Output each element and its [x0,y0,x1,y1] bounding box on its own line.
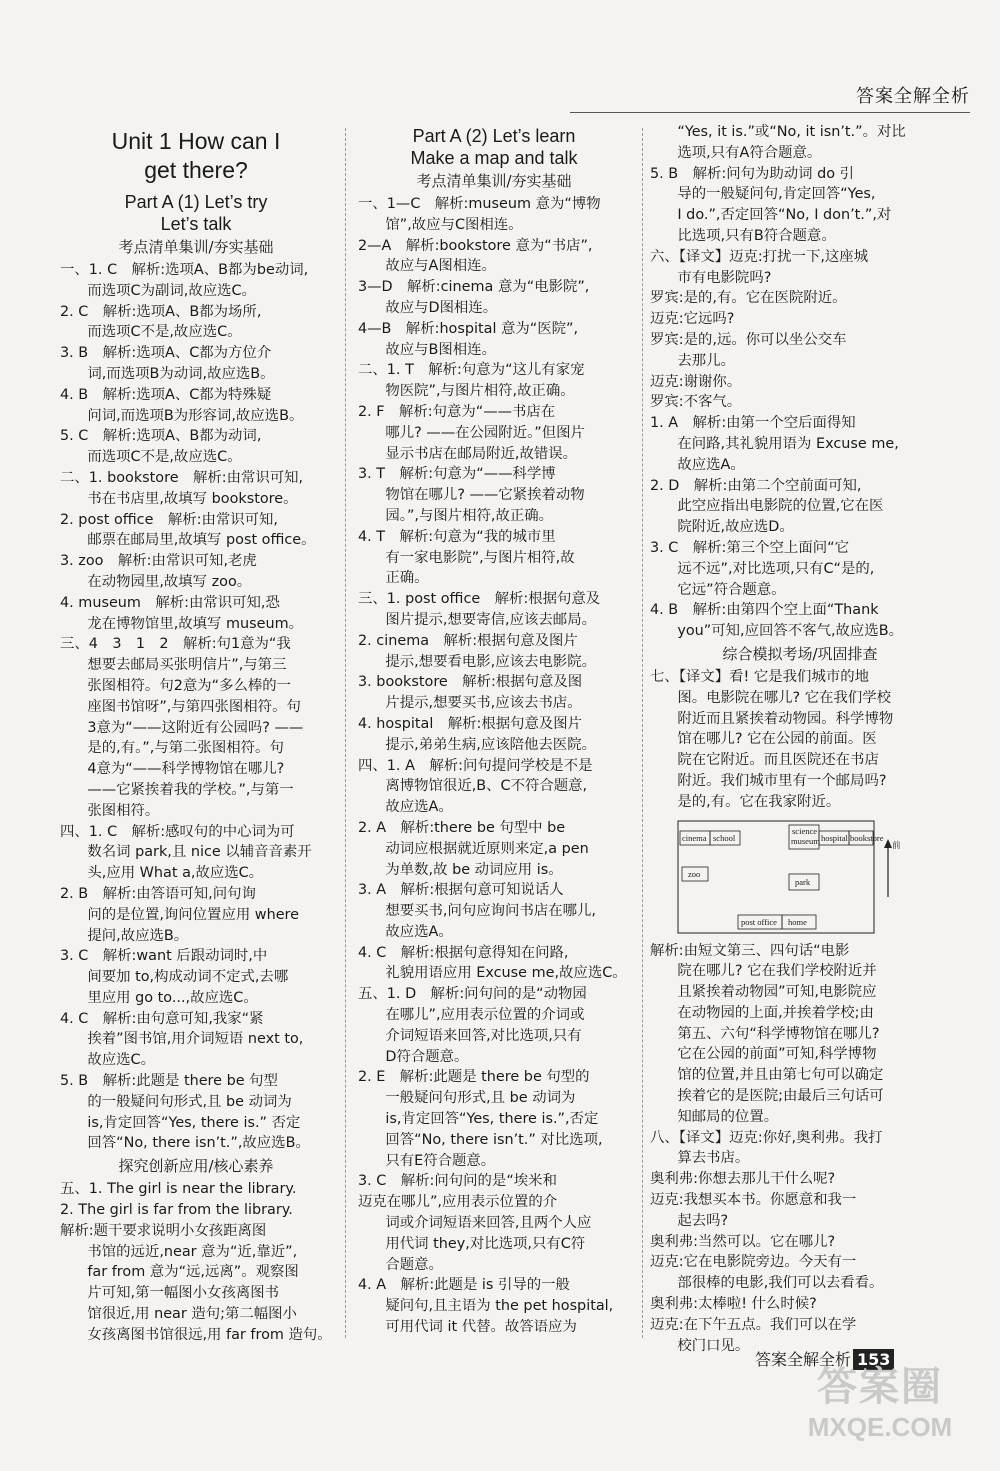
answer-line: is,肯定回答“Yes, there is.”,否定 [385,1111,599,1128]
answer-line: 市有电影院吗? [677,269,772,286]
answer-line: far from 意为“远,远离”。观察图 [87,1264,299,1281]
answer-line: 迈克:在下午五点。我们可以在学 [650,1316,857,1333]
answer-line: 而选项C不是,故应选C。 [87,449,242,466]
part-subtitle: Let’s talk [160,214,232,234]
answer-line: 故应与A图相连。 [385,258,496,275]
answer-line: 合题意。 [385,1256,443,1273]
answer-line: 物医院”,与图片相符,故正确。 [385,383,575,400]
answer-line: 院附近,故应选D。 [677,519,794,536]
answer-list [358,194,630,1338]
answer-line: 远不远”,对比选项,只有C“是的, [677,560,875,577]
answer-line: 哪儿? ——在公园附近。”但图片 [385,424,585,441]
map-label-home: home [788,916,807,927]
answer-line: 故应与B图相连。 [385,341,496,358]
section-heading: 考点清单集训/夯实基础 [118,238,274,256]
answer-line: 知邮局的位置。 [677,1108,779,1125]
answer-line: 片可知,第一幅图小女孩离图书 [87,1285,280,1302]
answer-line: 2—A 解析:bookstore 意为“书店”, [358,237,593,254]
answer-line: 介词短语来回答,对比选项,只有 [385,1027,582,1044]
map-label-zoo: zoo [688,868,701,879]
answer-line: 3. zoo 解析:由常识可知,老虎 [60,553,257,570]
answer-line: 院在哪儿? 它在我们学校附近并 [677,963,877,980]
answer-line: 4. B 解析:选项A、C都为特殊疑 [60,386,272,403]
answer-line: 第五、六句“科学博物馆在哪儿? [677,1025,880,1042]
answer-line: 4. C 解析:由句意可知,我家“紧 [60,1010,264,1027]
answer-line: 的一般疑问句形式,且 be 动词为 [87,1093,292,1110]
map-label-science: science [792,825,818,836]
answer-line: 迈克在哪儿”,应用表示位置的介 [358,1194,558,1211]
answer-line: 提示,想要看电影,应该去电影院。 [385,653,596,670]
answer-line: 2. cinema 解析:根据句意及图片 [358,632,578,649]
answer-line: 间要加 to,构成动词不定式,去哪 [87,969,289,986]
section-heading: 考点清单集训/夯实基础 [416,172,572,190]
answer-line: 3—D 解析:cinema 意为“电影院”, [358,279,590,296]
answer-line: 比选项,只有B符合题意。 [677,227,836,244]
answer-line: 附近而且紧挨着动物园。科学博物 [677,710,894,727]
answer-line: 导的一般疑问句,肯定回答“Yes, [677,186,876,203]
answer-line: 礼貌用语应用 Excuse me,故应选C。 [385,965,627,982]
answer-line: 园。”,与图片相符,故正确。 [385,507,554,524]
answer-list [60,1179,332,1345]
answer-line: 4. A 解析:此题是 is 引导的一般 [358,1277,570,1294]
answer-line: 4. C 解析:根据句意得知在问路, [358,944,569,961]
answer-line: 2. F 解析:句意为“——书店在 [358,403,556,420]
answer-line: 八、【译文】迈克:你好,奥利弗。我打 [650,1129,883,1146]
map-label-post-office: post office [741,916,777,927]
answer-line: 疑问句,且主语为 the pet hospital, [385,1298,614,1315]
answer-line: 起去吗? [677,1212,729,1229]
watermark-url: MXQE.COM [807,1412,953,1442]
unit-title: Unit 1 How can I get there? [111,128,281,183]
part-subtitle: Make a map and talk [410,148,578,168]
column-1 [60,125,332,1346]
answer-line: 解析:题干要求说明小女孩距离图 [60,1222,267,1239]
answer-line: 片提示,想要买书,应该去书店。 [385,695,582,712]
answer-line: 为单数,故 be 动词应用 is。 [385,861,563,878]
answer-line: 书在书店里,故填写 bookstore。 [87,490,298,507]
section-heading: 探究创新应用/核心素养 [118,1157,274,1176]
answer-line: “Yes, it is.”或“No, it isn’t.”。对比 [677,124,906,140]
map-label-north: 前 [892,839,901,850]
answer-line: 5. B 解析:此题是 there be 句型 [60,1073,278,1090]
answer-line: 馆的位置,并且由第七句可以确定 [677,1067,884,1084]
answer-line: 故应选C。 [87,1052,155,1069]
answer-line: 回答“No, there isn’t.” 对比选项, [385,1131,603,1148]
answer-list [650,667,950,813]
answer-line: 此空应指出电影院的位置,它在医 [677,498,884,515]
answer-line: 在动物园的上面,并挨着学校;由 [677,1004,874,1021]
answer-line: 3. C 解析:want 后跟动词时,中 [60,948,268,965]
answer-line: 在动物园里,故填写 zoo。 [87,573,252,590]
answer-line: 馆”,故应与C图相连。 [385,216,523,233]
answer-line: 是的,有。”,与第二张图相符。句 [87,740,284,757]
answer-line: 四、1. A 解析:问句提问学校是不是 [358,757,593,774]
answer-line: 2. C 解析:选项A、B都为场所, [60,303,262,320]
answer-line: 提问,故应选B。 [87,927,189,944]
answer-line: 且紧挨着动物园”可知,电影院应 [677,984,877,1001]
answer-line: 迈克:我想买本书。你愿意和我一 [650,1192,857,1209]
answer-line: 一、1—C 解析:museum 意为“博物 [358,196,601,212]
answer-line: 3意为“——这附近有公园吗? —— [87,719,304,736]
part-title: Part A (1) Let’s try [124,192,268,212]
answer-line: 五、1. The girl is near the library. [60,1181,297,1198]
answer-line: 有一家电影院”,与图片相符,故 [385,549,575,566]
footer-label: 答案全解全析 [755,1350,852,1369]
answer-list [650,122,950,642]
page-header [570,82,970,113]
answer-line: 一般疑问句形式,且 be 动词为 [385,1090,576,1107]
answer-line: 图。电影院在哪儿? 它在我们学校 [677,689,892,706]
answer-line: 六、【译文】迈克:打扰一下,这座城 [650,248,869,265]
answer-line: 显示书店在邮局附近,故错误。 [385,445,578,462]
answer-line: 四、1. C 解析:感叹句的中心词为可 [60,823,295,840]
answer-line: 挨着”图书馆,用介词短语 next to, [87,1031,304,1048]
page-number: 153 [853,1349,894,1370]
answer-line: you”可知,应回答不客气,故应选B。 [677,623,903,640]
answer-line: 可用代词 it 代替。故答语应为 [385,1319,577,1336]
column-3 [650,122,950,1356]
answer-list [650,941,950,1357]
answer-line: 2. E 解析:此题是 there be 句型的 [358,1069,590,1086]
answer-line: 词或介词短语来回答,且两个人应 [385,1215,592,1232]
answer-line: 4. museum 解析:由常识可知,恐 [60,594,280,611]
answer-line: 罗宾:不客气。 [650,394,742,411]
answer-list [60,260,332,1154]
answer-line: 4—B 解析:hospital 意为“医院”, [358,320,579,337]
answer-line: 离博物馆很近,B、C不符合题意, [385,778,588,795]
answer-line: 算去书店。 [677,1150,750,1167]
answer-line: 3. bookstore 解析:根据句意及图 [358,674,583,691]
answer-line: 4. T 解析:句意为“我的城市里 [358,528,556,545]
answer-line: 动词应根据就近原则来定,a pen [385,840,589,857]
answer-line: 4. hospital 解析:根据句意及图片 [358,715,583,732]
answer-line: 二、1. T 解析:句意为“这儿有家宠 [358,362,585,379]
map-label-bookstore: bookstore [850,832,884,843]
map-label-park: park [795,876,811,887]
answer-line: 它远”符合题意。 [677,581,786,598]
answer-line: 3. C 解析:第三个空上面问“它 [650,539,849,556]
answer-line: 词,而选项B为动词,故应选B。 [87,365,275,382]
answer-line: 4意为“——科学博物馆在哪儿? [87,761,285,778]
answer-line: is,肯定回答“Yes, there is.” 否定 [87,1114,301,1131]
answer-line: 是的,有。它在我家附近。 [677,793,841,810]
answer-line: 解析:由短文第三、四句话“电影 [650,942,850,959]
answer-line: 2. post office 解析:由常识可知, [60,511,278,528]
answer-line: 二、1. bookstore 解析:由常识可知, [60,469,304,486]
answer-line: 三、4 3 1 2 解析:句1意为“我 [60,636,291,653]
answer-line: 三、1. post office 解析:根据句意及 [358,591,601,608]
answer-line: 而选项C为副词,故应选C。 [87,282,256,299]
answer-line: 迈克:它在电影院旁边。今天有一 [650,1254,857,1271]
answer-line: 在问路,其礼貌用语为 Excuse me, [677,435,899,452]
answer-line: 挨着它的是医院;由最后三句话可 [677,1088,884,1105]
answer-line: 校门口见。 [677,1337,750,1354]
answer-line: 只有E符合题意。 [385,1152,496,1169]
section-heading: 综合模拟考场/巩固排查 [722,644,878,663]
answer-line: 故应选A。 [385,923,453,940]
answer-line: 故应选A。 [677,456,745,473]
answer-line: 用代词 they,对比选项,只有C符 [385,1235,586,1252]
answer-line: 七、【译文】看! 它是我们城市的地 [650,668,870,685]
map-label-cinema: cinema [682,832,707,843]
answer-line: 座图书馆呀”,与第四张图相符。句 [87,698,301,715]
answer-line: 故应与D图相连。 [385,299,498,316]
answer-line: 1. A 解析:由第一个空后面得知 [650,415,856,432]
answer-line: 2. The girl is far from the library. [60,1202,293,1219]
answer-line: 5. C 解析:选项A、B都为动词, [60,428,262,445]
answer-line: 2. A 解析:there be 句型中 be [358,819,566,836]
answer-line: 3. T 解析:句意为“——科学博 [358,466,556,483]
answer-line: 罗宾:是的,有。它在医院附近。 [650,290,847,307]
answer-line: ——它紧挨着我的学校。”,与第一 [87,781,294,798]
answer-line: 而选项C不是,故应选C。 [87,324,242,341]
answer-line: 数名词 park,且 nice 以辅音音素开 [87,844,312,861]
answer-line: 头,应用 What a,故应选C。 [87,865,264,882]
map-label-hospital: hospital [821,832,848,843]
part-title: Part A (2) Let’s learn [412,126,576,146]
answer-line: 罗宾:是的,远。你可以坐公交车 [650,331,847,348]
column-divider [642,128,643,1338]
answer-line: 5. B 解析:问句为助动词 do 引 [650,165,855,182]
answer-line: 里应用 go to...,故应选C。 [87,989,258,1006]
answer-line: 龙在博物馆里,故填写 museum。 [87,615,304,632]
answer-line: 在哪儿”,应用表示位置的介词或 [385,1007,585,1024]
answer-line: 奥利弗:太棒啦! 什么时候? [650,1296,817,1313]
answer-line: 2. B 解析:由答语可知,问句询 [60,885,256,902]
answer-line: 3. C 解析:问句问的是“埃米和 [358,1173,557,1190]
watermark-title: 答案圈 [817,1364,943,1410]
answer-line: 迈克:谢谢你。 [650,373,742,390]
answer-line: 张图相符。句2意为“多么棒的一 [87,677,292,694]
answer-line: 它在公园的前面”可知,科学博物 [677,1046,877,1063]
answer-line: 院在它附近。而且医院还在书店 [677,752,879,769]
answer-line: 图片提示,想要寄信,应该去邮局。 [385,611,596,628]
answer-line: 馆在哪儿? 它在公园的前面。医 [677,731,877,748]
answer-line: 3. B 解析:选项A、C都为方位介 [60,345,272,362]
header-label: 答案全解全析 [856,86,970,107]
answer-line: 迈克:它远吗? [650,311,735,328]
map-label-school: school [713,832,736,843]
answer-line: 问的是位置,询问位置应用 where [87,906,300,923]
answer-line: 张图相符。 [87,802,160,819]
answer-line: 问词,而选项B为形容词,故应选B。 [87,407,304,424]
answer-line: 部很棒的电影,我们可以去看看。 [677,1275,884,1292]
map-label-museum: museum [791,835,820,846]
answer-line: 女孩离图书馆很远,用 far from 造句。 [87,1326,332,1343]
answer-line: 3. A 解析:根据句意可知说话人 [358,882,564,899]
column-2 [358,125,630,1338]
answer-line: 故应选A。 [385,799,453,816]
answer-line: 提示,弟弟生病,应该陪他去医院。 [385,736,596,753]
answer-line: I do.”,否定回答“No, I don’t.”,对 [677,207,892,224]
answer-line: 附近。我们城市里有一个邮局吗? [677,772,887,789]
answer-line: 回答“No, there isn’t.”,故应选B。 [87,1135,310,1152]
answer-line: 书馆的远近,near 意为“近,靠近”, [87,1243,298,1260]
answer-line: 五、1. D 解析:问句问的是“动物园 [358,986,587,1003]
answer-line: 正确。 [385,570,429,587]
answer-line: 去那儿。 [677,352,735,369]
answer-line: 一、1. C 解析:选项A、B都为be动词, [60,262,309,278]
answer-line: 奥利弗:你想去那儿干什么呢? [650,1171,836,1188]
answer-line: 奥利弗:当然可以。它在哪儿? [650,1233,836,1250]
answer-line: 想要去邮局买张明信片”,与第三 [87,657,287,674]
column-divider [345,128,346,1338]
answer-line: 2. D 解析:由第二个空前面可知, [650,477,862,494]
watermark [800,1355,960,1443]
answer-line: 想要买书,问句应询问书店在哪儿, [385,903,596,920]
answer-line: 物馆在哪儿? ——它紧挨着动物 [385,487,585,504]
answer-line: D符合题意。 [385,1048,469,1065]
answer-line: 馆很近,用 near 造句;第二幅图小 [87,1306,297,1323]
answer-line: 4. B 解析:由第四个空上面“Thank [650,602,879,619]
answer-line: 邮票在邮局里,故填写 post office。 [87,532,316,549]
city-map-diagram [676,819,901,937]
answer-line: 选项,只有A符合题意。 [677,144,822,161]
